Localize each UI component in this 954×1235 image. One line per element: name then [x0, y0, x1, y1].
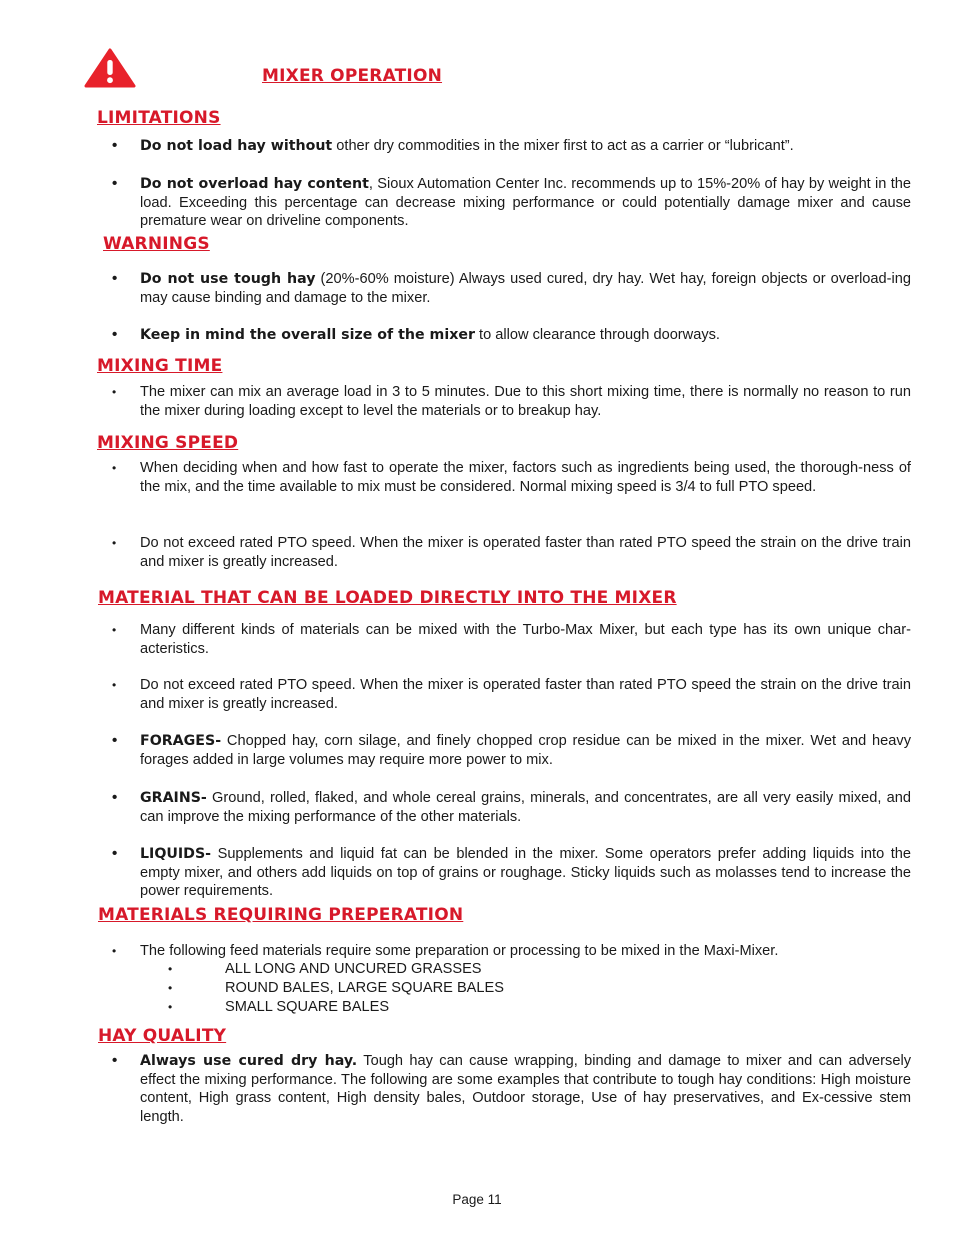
- bullet: •: [112, 623, 117, 637]
- page-title: MIXER OPERATION: [262, 66, 443, 86]
- list-item: Do not use tough hay (20%-60% moisture) Always used cured, dry hay. Wet hay, foreign objects or overload-ing may cause binding and damage to the mixer.: [140, 271, 911, 306]
- list-item: Do not exceed rated PTO speed. When the mixer is operated faster than rated PTO speed the strain on the drive train and mixer is greatly increased.: [140, 535, 911, 570]
- list-item: Do not overload hay content, Sioux Automation Center Inc. recommends up to 15%-20% of hay by weight in the load. Exceeding this percentage can decrease mixing performance or could potentially damage mixer and cause premature wear on driveline components.: [140, 176, 911, 230]
- list-item: The following feed materials require some preparation or processing to be mixed in the Maxi-Mixer.: [140, 943, 779, 959]
- heading-mixing-time: MIXING TIME: [97, 356, 223, 376]
- list-item: GRAINS- Ground, rolled, flaked, and whole cereal grains, minerals, and concentrates, are all very easily mixed, and can improve the mixing performance of the other materials.: [140, 790, 911, 825]
- bullet: •: [112, 1052, 118, 1069]
- warning-triangle-icon: [84, 48, 136, 88]
- list-item: FORAGES- Chopped hay, corn silage, and finely chopped crop residue can be mixed in the mixer. Wet and heavy forages added in large volumes may require more power to mix.: [140, 733, 911, 768]
- heading-material-loaded: MATERIAL THAT CAN BE LOADED DIRECTLY INTO THE MIXER: [98, 588, 677, 608]
- list-item: Many different kinds of materials can be mixed with the Turbo-Max Mixer, but each type has its own unique char-acteristics.: [140, 622, 911, 657]
- heading-materials-prep: MATERIALS REQUIRING PREPERATION: [98, 905, 464, 925]
- sub-list-item: SMALL SQUARE BALES: [225, 999, 390, 1015]
- bullet: •: [112, 678, 117, 692]
- bullet: •: [112, 175, 118, 192]
- heading-hay-quality: HAY QUALITY: [98, 1026, 227, 1046]
- sub-bullet: •: [168, 962, 173, 976]
- bullet: •: [112, 944, 117, 958]
- bullet: •: [112, 536, 117, 550]
- heading-limitations: LIMITATIONS: [97, 108, 221, 128]
- heading-mixing-speed: MIXING SPEED: [97, 433, 239, 453]
- sub-bullet: •: [168, 981, 173, 995]
- list-item: Do not load hay without other dry commodities in the mixer first to act as a carrier or “lubricant”.: [140, 138, 794, 154]
- list-item: LIQUIDS- Supplements and liquid fat can be blended in the mixer. Some operators prefer adding liquids into the empty mixer, and others add liquids on top of grains or roughage. Sticky liquids such as molasses tend to increase the power requirements.: [140, 846, 911, 900]
- bullet: •: [112, 732, 118, 749]
- bullet: •: [112, 845, 118, 862]
- bullet: •: [112, 270, 118, 287]
- sub-list-item: ALL LONG AND UNCURED GRASSES: [225, 961, 482, 977]
- list-item: Do not exceed rated PTO speed. When the mixer is operated faster than rated PTO speed the strain on the drive train and mixer is greatly increased.: [140, 677, 911, 712]
- sub-list-item: ROUND BALES, LARGE SQUARE BALES: [225, 980, 504, 996]
- list-item: The mixer can mix an average load in 3 to 5 minutes. Due to this short mixing time, there is normally no reason to run the mixer during loading except to level the materials or to breakup hay.: [140, 384, 911, 419]
- bullet: •: [112, 461, 117, 475]
- heading-warnings: WARNINGS: [103, 234, 210, 254]
- list-item: Always use cured dry hay. Tough hay can cause wrapping, binding and damage to mixer and can adversely effect the mixing performance. The following are some examples that contribute to tough hay conditions: High moisture content, High grass content, High density bales, Outdoor storage, Use of hay preservatives, and Ex-cessive stem length.: [140, 1053, 911, 1125]
- page-number: Page 11: [452, 1192, 502, 1207]
- bullet: •: [112, 789, 118, 806]
- bullet: •: [112, 137, 118, 154]
- sub-bullet: •: [168, 1000, 173, 1014]
- list-item: Keep in mind the overall size of the mixer to allow clearance through doorways.: [140, 327, 720, 343]
- list-item: When deciding when and how fast to operate the mixer, factors such as ingredients being used, the thorough-ness of the mix, and the time available to mix must be considered. Normal mixing speed is 3/4 to full PTO speed.: [140, 460, 911, 495]
- bullet: •: [112, 326, 118, 343]
- bullet: •: [112, 385, 117, 399]
